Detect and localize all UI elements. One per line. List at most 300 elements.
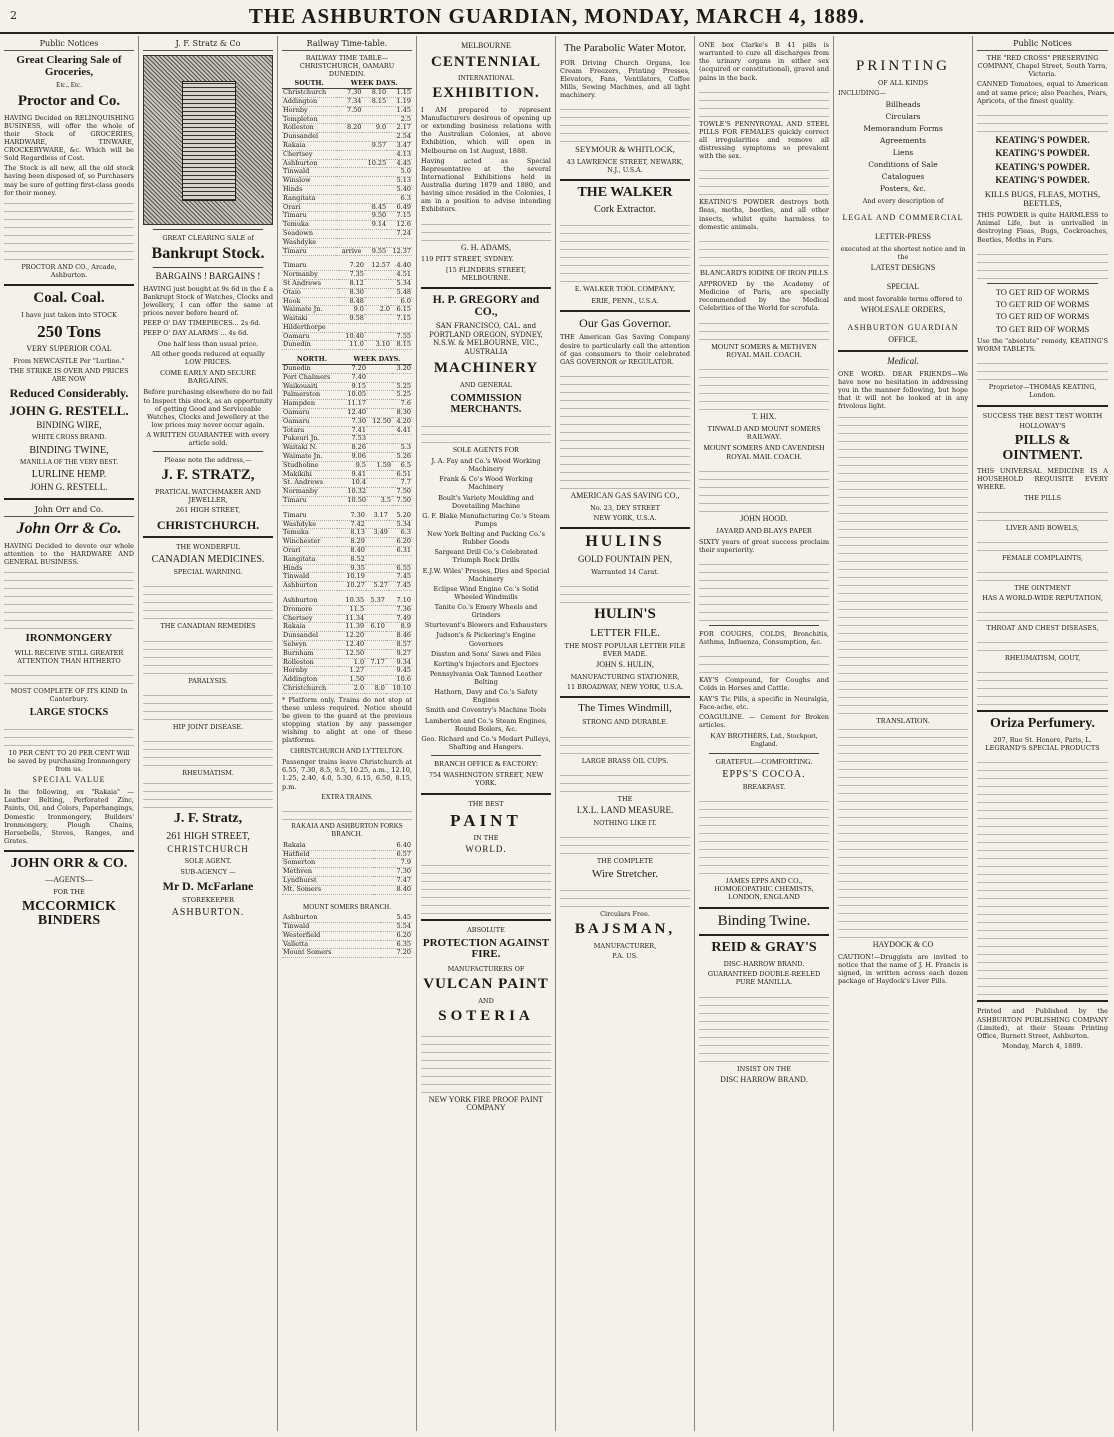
departure-time: 3.5 xyxy=(367,497,392,506)
divider xyxy=(709,625,819,626)
table-row xyxy=(282,288,412,297)
station-name: Seadown xyxy=(282,229,336,238)
ad-body: THE BEST xyxy=(468,799,504,808)
text-block xyxy=(977,108,1108,132)
ad-subheading: SPECIAL xyxy=(886,281,920,291)
departure-time xyxy=(365,279,391,288)
ad-subheading: TO GET RID OF WORMS xyxy=(995,286,1090,297)
ad-heading: CHRISTCHURCH. xyxy=(156,517,260,532)
departure-time: 7.45 xyxy=(389,573,412,582)
departure-time: 4.13 xyxy=(387,150,412,159)
departure-time: 9.50 xyxy=(362,212,387,221)
ad-body: FOR Driving Church Organs, Ice Cream Freezers, Printing Presses, Elevators, Fans, Ventilators, Coffee Mills, Sewing Machines, and all light machinery. xyxy=(560,58,690,100)
station-name: Mt. Somers xyxy=(282,885,374,894)
list-item: E.J.W. Wiles' Presses, Dies and Special Machinery xyxy=(422,566,550,583)
text-block xyxy=(421,419,551,443)
station-name: Waitaki N. xyxy=(282,444,342,453)
divider xyxy=(560,179,690,181)
text-block xyxy=(560,768,690,792)
departure-time: 5.3 xyxy=(392,444,412,453)
table-header: NORTH. xyxy=(282,356,342,364)
column-8 xyxy=(973,36,1112,1431)
departure-time: 6.3 xyxy=(389,529,412,538)
ad-body: WILL RECEIVE STILL GREATER ATTENTION THAN HITHERTO xyxy=(14,649,124,666)
departure-time: 3.49 xyxy=(366,529,389,538)
list-item: Posters, &c. xyxy=(879,184,927,193)
ad-heading: The Parabolic Water Motor. xyxy=(563,42,687,54)
departure-time: 8.20 xyxy=(336,124,362,133)
table-row xyxy=(282,461,412,470)
departure-time xyxy=(362,133,387,142)
station-name: Makikihi xyxy=(282,470,342,479)
ad-body: PARALYSIS. xyxy=(188,676,228,685)
divider xyxy=(153,267,263,268)
table-row xyxy=(282,332,412,341)
departure-time xyxy=(367,453,392,462)
ad-signature: JOHN S. HULIN, xyxy=(596,659,654,669)
ad-heading: PROTECTION AGAINST FIRE. xyxy=(422,936,550,961)
departure-time xyxy=(339,323,365,332)
departure-time: 5.40 xyxy=(387,185,412,194)
departure-time: 8.10 xyxy=(362,89,387,98)
departure-time: 1.50 xyxy=(339,676,365,685)
divider xyxy=(143,536,273,538)
table-row xyxy=(282,859,412,868)
ad-body: APPROVED by the Academy of Medicine of Paris, are specially recommended by the Medical Celebrities of the World for scrofula. xyxy=(699,280,829,313)
station-name: Winslow xyxy=(282,177,336,186)
divider xyxy=(560,696,690,698)
ad-signature: NEW YORK FIRE PROOF PAINT COMPANY xyxy=(428,1094,544,1113)
ad-body: STRONG AND DURABLE. xyxy=(582,718,668,727)
station-name: Templeton xyxy=(282,115,336,124)
departure-time xyxy=(336,238,362,247)
table-row xyxy=(282,667,412,676)
ad-body: A WRITTEN GUARANTEE with every article sold. xyxy=(146,431,270,448)
list-item: New York Belting and Packing Co.'s Rubber Goods xyxy=(427,530,545,547)
departure-time: 5.37 xyxy=(365,597,386,605)
departure-time: 5.26 xyxy=(392,453,412,462)
text-block xyxy=(699,362,829,410)
list-item: Korting's Injectors and Ejectors xyxy=(433,659,539,668)
list-item: Pennsylvania Oak Tanned Leather Belting xyxy=(429,669,543,687)
departure-time xyxy=(365,614,386,623)
ad-subheading: MELBOURNE xyxy=(461,41,511,50)
ad-heading: Mr D. McFarlane xyxy=(162,878,254,893)
ad-heading: Oriza Perfumery. xyxy=(990,716,1095,732)
departure-time: 5.34 xyxy=(391,279,412,288)
departure-time: 7.40 xyxy=(342,373,367,382)
table-row xyxy=(282,247,412,256)
ad-body: ONE box Clarke's B 41 pills is warranted to cure all discharges from the urinary organs in either sex (acquired or constitutional), gravel and pains in the back. xyxy=(699,41,829,82)
text-block xyxy=(977,505,1108,521)
ad-body: SOLE AGENT. xyxy=(184,857,232,866)
station-name: Oamaru xyxy=(282,332,339,341)
departure-time: 8.29 xyxy=(337,538,366,547)
station-name: Waimate Jn. xyxy=(282,453,342,462)
departure-time: 9.06 xyxy=(342,453,367,462)
text-block xyxy=(143,688,273,720)
station-name: Timaru xyxy=(282,212,336,221)
table-row xyxy=(282,97,412,106)
ad-subheading: LEGAL AND COMMERCIAL xyxy=(842,213,964,223)
departure-time xyxy=(367,409,392,418)
departure-time xyxy=(362,106,387,115)
divider xyxy=(421,793,551,795)
table-row xyxy=(282,868,412,877)
departure-time: 6.35 xyxy=(380,940,412,949)
ad-subheading: SOLE AGENTS FOR xyxy=(452,444,520,454)
departure-time xyxy=(362,168,387,177)
table-row xyxy=(282,185,412,194)
table-row xyxy=(282,133,412,142)
departure-time xyxy=(392,435,412,444)
station-name: Washdyke xyxy=(282,520,337,529)
departure-time: 6.55 xyxy=(389,564,412,573)
departure-time: 7.30 xyxy=(337,512,366,520)
departure-time: 6.31 xyxy=(389,547,412,556)
ad-body: Passenger trains leave Christchurch at 6.55, 7.30, 8.5, 9.5, 10.25, a.m., 12.10, 1.25, 2.40, 4.0, 5.30, 6.15, 6.50, 8.15, p.m. xyxy=(282,758,412,791)
ad-body: From NEWCASTLE Per "Lurline." xyxy=(13,356,125,365)
departure-time: 3.10 xyxy=(365,341,391,350)
text-block xyxy=(699,163,829,195)
text-block xyxy=(560,830,690,854)
ad-body: THE OINTMENT xyxy=(1014,583,1071,592)
departure-time xyxy=(366,547,389,556)
departure-time: 8.15 xyxy=(362,97,387,106)
departure-time: 1.59 xyxy=(367,461,392,470)
departure-time xyxy=(387,238,412,247)
text-block xyxy=(977,565,1108,581)
table-row xyxy=(282,203,412,212)
ad-subheading: 261 HIGH STREET, xyxy=(166,830,250,842)
text-block xyxy=(699,85,829,117)
departure-time: 1.0 xyxy=(339,658,365,667)
station-name: Hinds xyxy=(282,185,336,194)
list-item: Boult's Variety Moulding and Dovetailing Machine xyxy=(438,493,534,510)
column-1 xyxy=(0,36,139,1431)
station-name: Oamaru xyxy=(282,409,342,418)
ad-subheading: KILLS BUGS, FLEAS, MOTHS, BEETLES, xyxy=(984,188,1101,208)
table-row xyxy=(282,373,412,382)
ad-subheading: CANADIAN MEDICINES. xyxy=(151,554,265,566)
ad-subheading: Etc., Etc. xyxy=(56,81,82,90)
ad-body: In the following, ex "Rakaia" — Leather Belting, Perforated Zinc, Paints, Oil, and Colors, Paperhangings, Domestic Ironmongery, Builders' Ironmongery, Plough Chains, Horsebells, Stoves, Ranges, and Grates. xyxy=(4,788,134,845)
ad-body: [15 FLINDERS STREET, MELBOURNE. xyxy=(446,265,526,282)
departure-time: arrive xyxy=(336,247,362,256)
ad-body: Proprietor—THOMAS KEATING, London. xyxy=(988,383,1097,400)
ad-signature: JOHN HOOD. xyxy=(740,513,788,523)
departure-time: 12.50 xyxy=(367,417,392,426)
departure-time: 7.7 xyxy=(392,479,412,488)
departure-time xyxy=(365,297,391,306)
divider xyxy=(977,405,1108,407)
departure-time: 6.0 xyxy=(391,297,412,306)
departure-time: 9.35 xyxy=(337,564,366,573)
ad-heading: REID & GRAY'S xyxy=(711,940,817,956)
ad-signature: G. H. ADAMS, xyxy=(460,242,511,252)
ad-body: NEW YORK, U.S.A. xyxy=(593,513,657,522)
text-block xyxy=(421,1029,551,1093)
ad-body: FOR COUGHS, COLDS, Bronchitis, Asthma, Influenza, Consumption, &c. xyxy=(699,630,829,647)
divider xyxy=(560,527,690,529)
section-heading: CHRISTCHURCH AND LYTTELTON. xyxy=(290,746,404,755)
ad-body: FEMALE COMPLAINTS, xyxy=(1002,553,1083,562)
table-row xyxy=(282,194,412,203)
divider xyxy=(699,934,829,936)
text-block xyxy=(560,883,690,907)
table-row xyxy=(282,640,412,649)
ad-signature: KAY BROTHERS, Ltd., Stockport, England. xyxy=(710,731,818,749)
ad-heading: 250 Tons xyxy=(37,321,101,341)
departure-time xyxy=(362,229,387,238)
timetable-north-3 xyxy=(282,597,412,694)
timetable-title: RAILWAY TIME TABLE—CHRISTCHURCH, OAMARU DUNEDIN. xyxy=(299,54,395,79)
ad-heading: H. P. GREGORY and CO., xyxy=(432,293,540,318)
departure-time: 12.6 xyxy=(387,221,412,230)
text-block xyxy=(4,569,134,629)
text-block xyxy=(560,102,690,142)
departure-time: 10.32 xyxy=(342,488,367,497)
ad-body: SPECIAL WARNING. xyxy=(173,568,243,577)
ad-body: 43 LAWRENCE STREET, NEWARK, N.J., U.S.A. xyxy=(566,157,684,174)
ad-signature: AMERICAN GAS SAVING CO., xyxy=(570,490,680,500)
departure-time xyxy=(367,426,392,435)
table-row xyxy=(282,940,412,949)
departure-time: 7.55 xyxy=(391,332,412,341)
timetable-branch xyxy=(282,842,412,895)
station-name: Hampden xyxy=(282,400,342,409)
text-block xyxy=(421,858,551,914)
ad-body: THE PILLS xyxy=(1024,493,1061,502)
divider xyxy=(709,753,819,754)
text-block xyxy=(4,722,134,746)
ad-subheading: TO GET RID OF WORMS xyxy=(995,323,1090,334)
station-name: Timaru xyxy=(282,497,342,506)
ad-subheading: Wire Stretcher. xyxy=(591,867,659,880)
departure-time: 1.19 xyxy=(387,97,412,106)
station-name: Pukeuri Jn. xyxy=(282,435,342,444)
station-name: Dunsandel xyxy=(282,632,339,641)
departure-time: 5.34 xyxy=(389,520,412,529)
departure-time: 7.41 xyxy=(342,426,367,435)
departure-time: 6.5 xyxy=(392,461,412,470)
departure-time: 6.40 xyxy=(374,842,412,850)
ad-body: PEEP O' DAY ALARMS ... 4s 6d. xyxy=(143,329,249,338)
table-row xyxy=(282,124,412,133)
timetable-note: * Platform only. Trains do not stop at these unless required. Notice should be given to the guard at the previous stopping station by any passenger wishing to alight at one of these platforms. xyxy=(282,695,412,745)
departure-time: 12.20 xyxy=(339,632,365,641)
station-name: Normanby xyxy=(282,271,339,280)
departure-time: 8.48 xyxy=(339,297,365,306)
list-item: Geo. Richard and Co.'s Medart Pulleys, Shafting and Hangers. xyxy=(421,734,551,751)
departure-time xyxy=(336,221,362,230)
ad-body: HAVING just bought at 9s 6d in the £ a Bankrupt Stock of Watches, Clocks and Jewellery, I can offer the same at prices never before heard of. xyxy=(143,284,273,318)
departure-time: 5.25 xyxy=(392,382,412,391)
table-row xyxy=(282,573,412,582)
departure-time: 9.5 xyxy=(342,461,367,470)
station-name: Lyndhurst xyxy=(282,876,374,885)
departure-time xyxy=(365,271,391,280)
departure-time: 7.36 xyxy=(386,605,412,614)
departure-time: 5.0 xyxy=(387,168,412,177)
station-name: Ashburton xyxy=(282,159,336,168)
ad-body: NOTHING LIKE IT. xyxy=(593,818,657,827)
table-row xyxy=(282,115,412,124)
table-row xyxy=(282,271,412,280)
text-block xyxy=(282,804,412,820)
departure-time xyxy=(362,115,387,124)
departure-time xyxy=(367,444,392,453)
table-row xyxy=(282,89,412,98)
departure-time: 10.6 xyxy=(386,676,412,685)
departure-time: 9.55 xyxy=(362,247,387,256)
text-block xyxy=(977,755,1108,995)
ad-body: SIXTY years of great success proclaim their superiority. xyxy=(699,537,829,554)
station-name: Port Chalmers xyxy=(282,373,342,382)
text-block xyxy=(699,649,829,673)
table-header: SOUTH. xyxy=(282,80,336,88)
departure-time: 10.40 xyxy=(339,332,365,341)
station-name: Palmerston xyxy=(282,391,342,400)
table-row xyxy=(282,564,412,573)
departure-time: 7.6 xyxy=(392,400,412,409)
ad-heading: J. F. STRATZ, xyxy=(161,467,255,484)
departure-time: 7.53 xyxy=(342,435,367,444)
departure-time: 7.50 xyxy=(392,497,412,506)
table-row xyxy=(282,417,412,426)
column-header: Railway Time-table. xyxy=(282,39,412,51)
table-row xyxy=(282,658,412,667)
list-item: Frank & Co's Wood Working Machinery xyxy=(439,475,533,492)
departure-time: 8.13 xyxy=(337,529,366,538)
ad-signature: JOHN G. RESTELL. xyxy=(30,482,108,493)
ad-body: AND GENERAL xyxy=(460,380,512,389)
departure-time xyxy=(336,133,362,142)
table-row xyxy=(282,876,412,885)
ad-body: 119 PITT STREET, SYDNEY. xyxy=(421,255,514,264)
section-heading: EXTRA TRAINS. xyxy=(321,792,373,801)
ad-heading: Reduced Considerably. xyxy=(9,385,129,400)
station-name: Rakaia xyxy=(282,623,339,632)
station-name: Mount Somers xyxy=(282,949,380,958)
text-block xyxy=(838,414,968,714)
ad-body: SUB-AGENCY — xyxy=(180,867,236,876)
ad-body: THROAT AND CHEST DISEASES, xyxy=(986,624,1099,633)
departure-time: 8.30 xyxy=(392,409,412,418)
ad-subheading: DISC HARROW BRAND. xyxy=(720,1074,808,1084)
station-name: Timaru xyxy=(282,512,337,520)
departure-time: 8.9 xyxy=(386,623,412,632)
ad-subheading: BARGAINS ! BARGAINS ! xyxy=(155,270,261,281)
list-item: Eclipse Wind Engine Co.'s Solid Wheeled Windmills xyxy=(433,584,539,601)
ad-heading: MACHINERY xyxy=(433,359,539,376)
station-name: Ashburton xyxy=(282,597,339,605)
departure-time xyxy=(362,194,387,203)
departure-time: 10.27 xyxy=(337,582,366,591)
table-row xyxy=(282,168,412,177)
ad-body: ONE WORD. DEAR FRIENDS—We have now no hesitation in addressing you in the manner following, but hope that it will not be looked at in any frivolous light. xyxy=(838,369,968,411)
ad-body: And every description of xyxy=(862,197,944,205)
ad-body: THE MOST POPULAR LETTER FILE EVER MADE. xyxy=(564,641,686,658)
departure-time: 5.25 xyxy=(392,391,412,400)
table-row xyxy=(282,177,412,186)
ad-heading: COMMISSION MERCHANTS. xyxy=(450,392,522,415)
departure-time xyxy=(366,520,389,529)
departure-time xyxy=(365,605,386,614)
departure-time: 8.46 xyxy=(386,632,412,641)
ad-body: No. 23, DEY STREET xyxy=(590,503,660,512)
ad-body: SAN FRANCISCO, CAL. and PORTLAND OREGON, SYDNEY, N.S.W. & MELBOURNE, VIC., AUSTRALIA xyxy=(429,321,543,357)
ad-body: ABSOLUTE xyxy=(467,925,505,934)
ad-body: I AM prepared to represent Manufacturers desirous of opening up or extending business relations with the Australian Colonies, at above Exhibition, which will open in Melbourne on 1st August, 1888. xyxy=(421,105,551,155)
ad-body: RHEUMATISM, GOUT, xyxy=(1004,654,1081,663)
ad-signature: HAYDOCK & CO xyxy=(872,939,934,949)
list-item: J. A. Fay and Co.'s Wood Working Machinery xyxy=(431,457,541,474)
column-header: Public Notices xyxy=(977,39,1108,51)
departure-time xyxy=(366,555,389,564)
ad-heading: VULCAN PAINT xyxy=(423,975,549,992)
list-item: Sturtevant's Blowers and Exhausters xyxy=(424,621,548,630)
departure-time: 1.27 xyxy=(339,667,365,676)
divider xyxy=(977,1000,1108,1002)
ad-body: THE American Gas Saving Company desire to particularly call the attention of gas consumers to their celebrated GAS GOVERNOR or REGULATOR. xyxy=(560,333,690,366)
departure-time: 11.17 xyxy=(342,400,367,409)
ad-heading: HULIN'S xyxy=(594,605,656,622)
departure-time: 7.50 xyxy=(392,488,412,497)
list-item: G. F. Blake Manufacturing Co.'s Steam Pumps xyxy=(422,511,550,528)
station-name: Tinwald xyxy=(282,573,337,582)
departure-time xyxy=(336,185,362,194)
departure-time xyxy=(336,115,362,124)
station-name: Selwyn xyxy=(282,640,339,649)
station-name: Oamaru xyxy=(282,417,342,426)
ad-body: Use the "absolute" remedy, KEATING'S WORM TABLETS. xyxy=(977,337,1108,354)
ad-signature: JAMES EPPS AND CO., HOMOEOPATHIC CHEMISTS, LONDON, ENGLAND xyxy=(714,875,814,902)
table-row xyxy=(282,520,412,529)
text-block xyxy=(977,356,1108,380)
ad-body: TOWLE'S PENNYROYAL AND STEEL PILLS FOR FEMALES quickly correct all irregularities and remove all distressing symptoms so prevalent with the sex. xyxy=(699,119,829,161)
ad-subheading: LURLINE HEMP. xyxy=(31,469,107,481)
departure-time: 8.26 xyxy=(342,444,367,453)
departure-time xyxy=(367,470,392,479)
ad-heading: CENTENNIAL xyxy=(430,53,542,70)
departure-time: 4.20 xyxy=(392,417,412,426)
table-row xyxy=(282,885,412,894)
departure-time xyxy=(367,382,392,391)
printing-items-list xyxy=(838,99,968,195)
table-header: WEEK DAYS. xyxy=(342,356,412,364)
station-name: Rakaia xyxy=(282,141,336,150)
ad-subheading: I.X.L. LAND MEASURE. xyxy=(576,804,674,815)
ad-subheading: ASHBURTON. xyxy=(171,907,245,919)
ad-body: LIVER AND BOWELS, xyxy=(1005,523,1080,532)
table-row xyxy=(282,409,412,418)
ad-subheading: CHRISTCHURCH xyxy=(167,843,249,854)
section-heading: Medical. xyxy=(887,356,919,367)
table-row xyxy=(282,150,412,159)
departure-time: 7.30 xyxy=(342,417,367,426)
divider xyxy=(560,310,690,312)
departure-time xyxy=(366,573,389,582)
divider xyxy=(421,919,551,921)
station-name: Burnham xyxy=(282,649,339,658)
departure-time: 10.10 xyxy=(386,684,412,693)
text-block xyxy=(4,200,134,260)
departure-time: 11.34 xyxy=(339,614,365,623)
ad-heading: Proctor and Co. xyxy=(17,92,121,109)
column-2 xyxy=(139,36,278,1431)
table-row xyxy=(282,649,412,658)
